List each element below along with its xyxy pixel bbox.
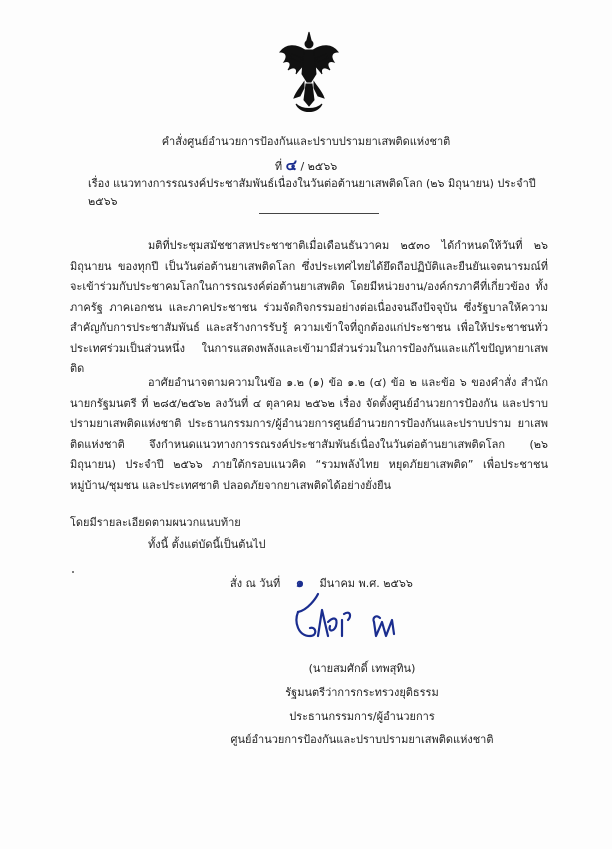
body-paragraph-3: โดยมีรายละเอียดตามผนวกแนบท้าย [70,516,241,529]
order-date [230,572,413,593]
handwritten-signature-icon [288,592,428,644]
order-title: คำสั่งศูนย์อำนวยการป้องกันและปราบปรามยาเสพติดแห่งชาติ [161,135,451,148]
garuda-emblem-icon [278,30,340,118]
ink-dot [72,571,74,573]
order-subject: เรื่อง แนวทางการรณรงค์ประชาสัมพันธ์เนื่องในวันต่อต้านยาเสพติดโลก (๒๖ มิถุนายน) ประจำปี ๒๕๖๖ [88,177,536,208]
signatory-position-1: รัฐมนตรีว่าการกระทรวงยุติธรรม [285,686,439,699]
order-number-suffix: / ๒๕๖๖ [300,160,338,173]
order-date-day-handwritten: ๑ [295,576,304,591]
body-paragraph-1: มติที่ประชุมสมัชชาสหประชาชาติเมื่อเดือนธันวาคม ๒๕๓๐ ได้กำหนดให้วันที่ ๒๖ มิถุนายน ของทุกปี เป็นวันต่อต้านยาเสพติดโลก ซึ่งประเทศไทยได้ยึดถือปฏิบัติและยืนยันเจตนารมณ์ที่จะเข้าร่วมกับประชาคมโลกในการรณรงค์ต่อต้านยาเสพติด โดยมีหน่วยงาน/องค์กรภาคีที่เกี่ยวข้อง ทั้งภาครัฐ ภาคเอกชน และภาคประชาชน ร่วมจัดกิจกรรมอย่างต่อเนื่องจนถึงปัจจุบัน ซึ่งรัฐบาลให้ความสำคัญกับการประชาสัมพันธ์ และสร้างการรับรู้ ความเข้าใจที่ถูกต้องแก่ประชาชน เพื่อให้ประชาชนทั่วประเทศร่วมเป็นส่วนหนึ่ง ในการแสดงพลังและเข้ามามีส่วนร่วมในการป้องกันและแก้ไขปัญหายาเสพติด [70,239,548,375]
signatory-position-3: ศูนย์อำนวยการป้องกันและปราบปรามยาเสพติดแห่งชาติ [230,733,494,746]
order-number-prefix: ที่ [274,160,283,173]
order-number-handwritten: ๔ [285,156,297,174]
order-date-month-year: มีนาคม พ.ศ. ๒๕๖๖ [319,577,413,590]
order-date-prefix: สั่ง ณ วันที่ [230,577,281,590]
effective-statement: ทั้งนี้ ตั้งแต่บัดนี้เป็นต้นไป [148,538,266,551]
divider [259,213,379,214]
signatory-name: (นายสมศักดิ์ เทพสุทิน) [308,662,416,675]
signatory-position-2: ประธานกรรมการ/ผู้อำนวยการ [289,710,435,723]
body-paragraph-2: อาศัยอำนาจตามความในข้อ ๑.๒ (๑) ข้อ ๑.๒ (๔) ข้อ ๒ และข้อ ๖ ของคำสั่ง สำนักนายกรัฐมนตรี ที่ ๒๘๕/๒๕๖๒ ลงวันที่ ๔ ตุลาคม ๒๕๖๒ เรื่อง จัดตั้งศูนย์อำนวยการป้องกัน และปราบปรามยาเสพติดแห่งชาติ ประธานกรรมการ/ผู้อำนวยการศูนย์อำนวยการป้องกันและปราบปราม ยาเสพติดแห่งชาติ จึงกำหนดแนวทางการรณรงค์ประชาสัมพันธ์เนื่องในวันต่อต้านยาเสพติดโลก (๒๖ มิถุนายน) ประจำปี ๒๕๖๖ ภายใต้กรอบแนวคิด “รวมพลังไทย หยุดภัยยาเสพติด” เพื่อประชาชน หมู่บ้าน/ชุมชน และประเทศชาติ ปลอดภัยจากยาเสพติดได้อย่างยั่งยืน [70,376,548,492]
